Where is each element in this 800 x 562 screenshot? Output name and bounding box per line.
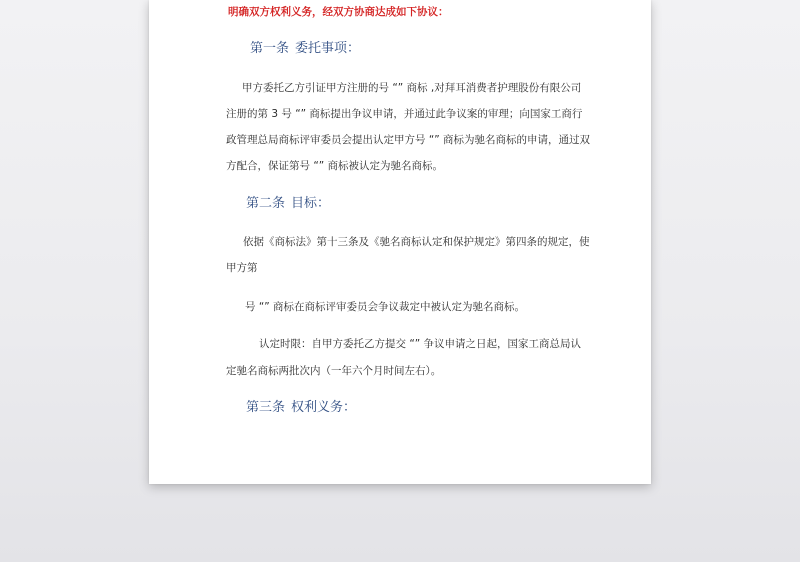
section-2-line-3: 号 “” 商标在商标评审委员会争议裁定中被认定为驰名商标。 — [245, 301, 526, 313]
section-2-heading — [246, 196, 330, 212]
section-1-line-1: 甲方委托乙方引证甲方注册的号 “” 商标 ,对拜耳消费者护理股份有限公司 — [242, 82, 582, 94]
section-2-line-2: 甲方第 — [226, 262, 258, 274]
section-1-line-3: 政管理总局商标评审委员会提出认定甲方号 “” 商标为驰名商标的申请，通过双 — [226, 134, 591, 146]
section-1-line-2: 注册的第 3 号 “” 商标提出争议申请，并通过此争议案的审理；向国家工商行 — [226, 108, 583, 120]
section-2-line-4: 认定时限：自甲方委托乙方提交 “” 争议申请之日起，国家工商总局认 — [259, 338, 582, 350]
section-2-number: 第二条 — [246, 196, 286, 211]
section-1-line-4: 方配合，保证第号 “” 商标被认定为驰名商标。 — [226, 160, 444, 172]
intro-line: 明确双方权利义务，经双方协商达成如下协议： — [228, 6, 449, 18]
section-3-number: 第三条 — [246, 400, 286, 415]
section-2-title: 目标： — [291, 196, 331, 211]
section-3-heading — [246, 400, 356, 416]
section-1-title: 委托事项： — [295, 41, 361, 56]
section-1-heading — [250, 41, 360, 57]
document-page — [149, 0, 651, 484]
section-2-line-1: 依据《商标法》第十三条及《驰名商标认定和保护规定》第四条的规定，使 — [243, 236, 590, 248]
section-1-number: 第一条 — [250, 41, 290, 56]
section-2-line-5: 定驰名商标两批次内（一年六个月时间左右）。 — [226, 365, 442, 377]
section-3-title: 权利义务： — [291, 400, 357, 415]
